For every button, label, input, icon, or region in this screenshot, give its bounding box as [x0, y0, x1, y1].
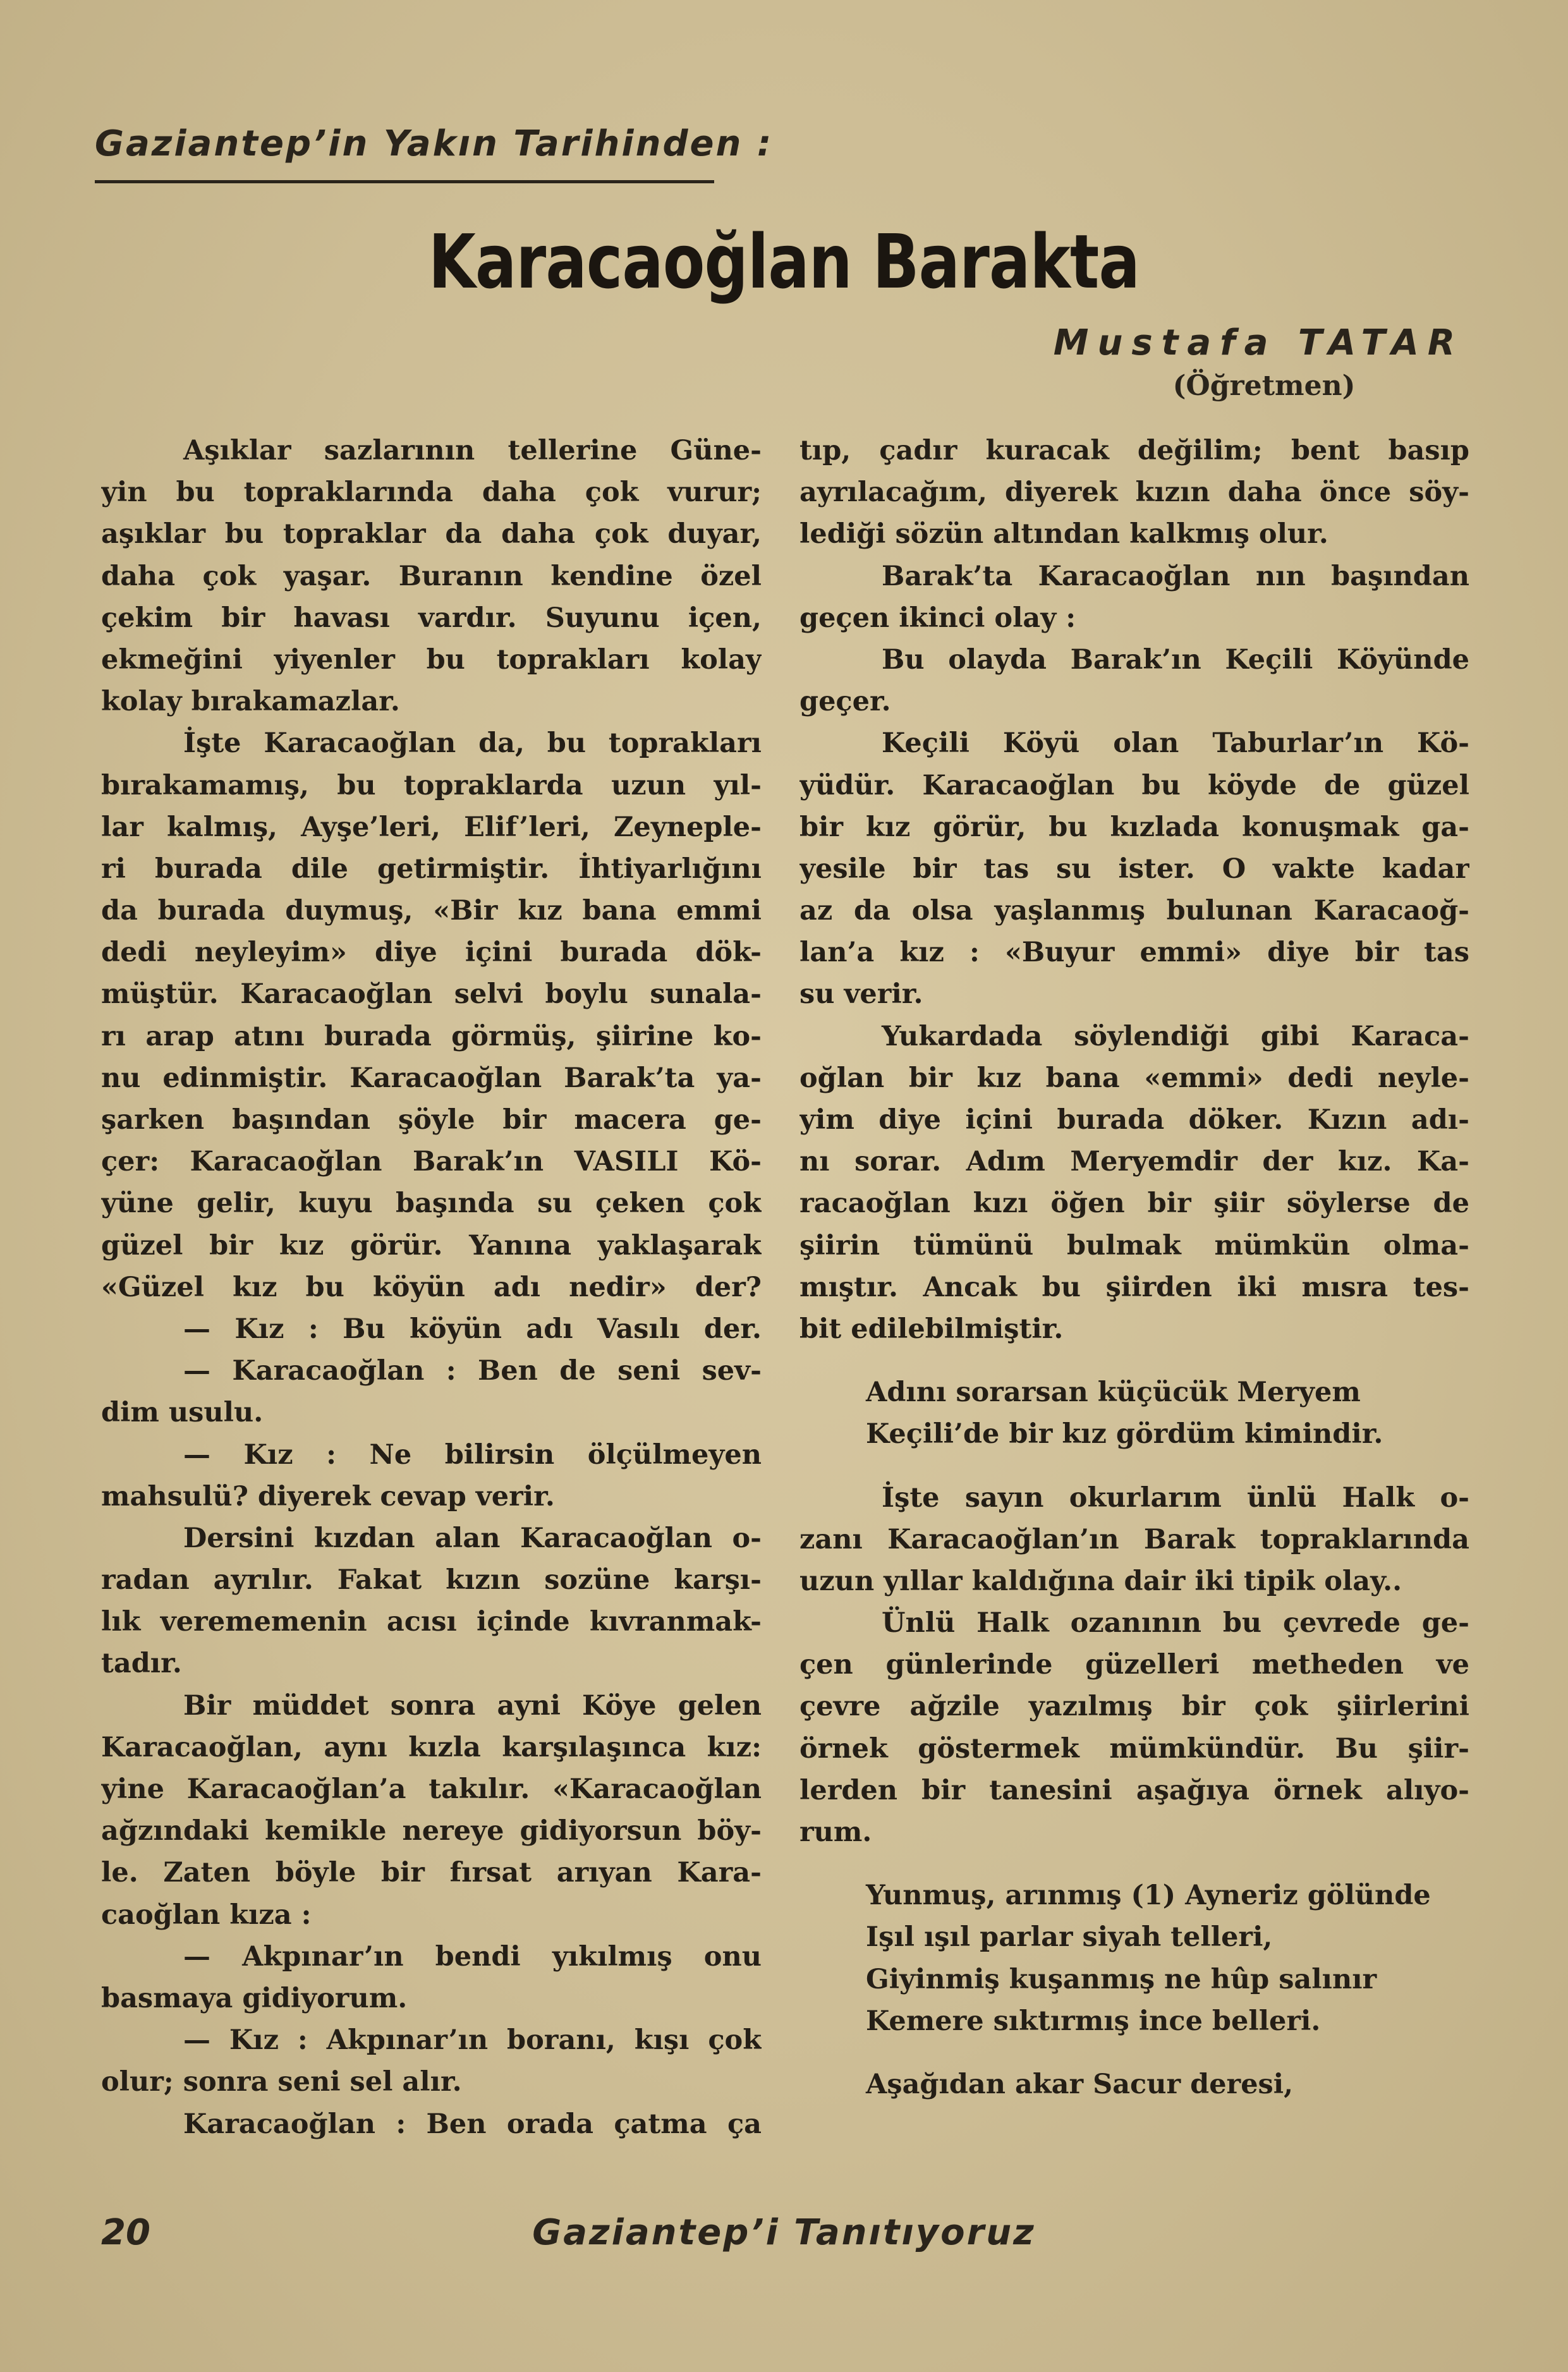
verse-line: Keçili’de bir kız gördüm kimindir.	[866, 1418, 1383, 1451]
text-line: racaoğlan kızı öğen bir şiir söylerse de	[799, 1188, 1469, 1220]
text-line: ağzındaki kemikle nereye gidiyorsun böy-	[101, 1815, 762, 1847]
author-role: (Öğretmen)	[1172, 370, 1356, 402]
page-number: 20	[101, 2212, 150, 2253]
text-line: çevre ağzile yazılmış bir çok şiirlerini	[799, 1691, 1469, 1723]
text-line: zanı Karacaoğlan’ın Barak topraklarında	[799, 1523, 1469, 1555]
text-line: lerden bir tanesini aşağıya örnek alıyo-	[799, 1774, 1469, 1806]
text-line: lediği sözün altından kalkmış olur.	[799, 518, 1328, 550]
text-line: tıp, çadır kuracak değilim; bent basıp	[799, 435, 1469, 466]
right-text-column	[799, 430, 1469, 2105]
text-line: uzun yıllar kaldığına dair iki tipik olay..	[799, 1565, 1402, 1597]
text-line: bırakamamış, bu topraklarda uzun yıl-	[101, 769, 762, 801]
text-line: mıştır. Ancak bu şiirden iki mısra tes-	[799, 1271, 1469, 1303]
text-line: — Kız : Ne bilirsin ölçülmeyen	[183, 1438, 762, 1471]
text-line: yim diye içini burada döker. Kızın adı-	[799, 1104, 1469, 1136]
text-line: Aşıklar sazlarının tellerine Güne-	[183, 435, 762, 466]
left-text-column	[101, 430, 762, 2145]
text-line: lan’a kız : «Buyur emmi» diye bir tas	[799, 937, 1469, 969]
text-line: bir kız görür, bu kızlada konuşmak ga-	[799, 811, 1469, 843]
text-line: rum.	[799, 1816, 872, 1848]
text-line: yesile bir tas su ister. O vakte kadar	[799, 853, 1469, 885]
text-line: ri burada dile getirmiştir. İhtiyarlığını	[101, 853, 762, 885]
text-line: mahsulü? diyerek cevap verir.	[101, 1480, 555, 1512]
text-line: Karacaoğlan : Ben orada çatma ça	[183, 2108, 762, 2140]
text-line: yin bu topraklarında daha çok vurur;	[101, 477, 762, 509]
text-line: nu edinmiştir. Karacaoğlan Barak’ta ya-	[101, 1062, 762, 1094]
author-name: Mustafa TATAR	[1053, 322, 1464, 363]
text-line: yine Karacaoğlan’a takılır. «Karacaoğlan	[101, 1773, 762, 1805]
text-line: Keçili Köyü olan Taburlar’ın Kö-	[882, 727, 1469, 760]
text-line: şiirin tümünü bulmak mümkün olma-	[799, 1229, 1469, 1262]
text-line: Bir müddet sonra ayni Köye gelen	[183, 1689, 762, 1722]
verse-line: Giyinmiş kuşanmış ne hûp salınır	[866, 1963, 1377, 1995]
verse-line: Işıl ışıl parlar siyah telleri,	[866, 1921, 1273, 1954]
text-line: basmaya gidiyorum.	[101, 1982, 408, 2014]
text-line: «Güzel kız bu köyün adı nedir» der?	[101, 1271, 762, 1303]
stanza-gap	[799, 1853, 1469, 1875]
text-line: güzel bir kız görür. Yanına yaklaşarak	[101, 1229, 762, 1262]
text-line: olur; sonra seni sel alır.	[101, 2066, 462, 2098]
text-line: — Karacaoğlan : Ben de seni sev-	[183, 1355, 762, 1387]
text-line: oğlan bir kız bana «emmi» dedi neyle-	[799, 1062, 1469, 1094]
text-line: çer: Karacaoğlan Barak’ın VASILI Kö-	[101, 1146, 762, 1178]
text-line: Ünlü Halk ozanının bu çevrede ge-	[882, 1607, 1469, 1639]
verse-line: Adını sorarsan küçücük Meryem	[866, 1377, 1361, 1409]
text-line: — Kız : Akpınar’ın boranı, kışı çok	[183, 2024, 762, 2057]
text-line: müştür. Karacaoğlan selvi boylu sunala-	[101, 978, 762, 1011]
text-line: caoğlan kıza :	[101, 1899, 312, 1931]
text-line: daha çok yaşar. Buranın kendine özel	[101, 560, 762, 592]
verse-line: Yunmuş, arınmış (1) Ayneriz gölünde	[866, 1880, 1431, 1912]
text-line: çekim bir havası vardır. Suyunu içen,	[101, 602, 762, 634]
text-line: az da olsa yaşlanmış bulunan Karacaoğ-	[799, 895, 1469, 927]
magazine-name: Gaziantep’i Tanıtıyoruz	[532, 2212, 1036, 2253]
article-title: Karacaoğlan Barakta	[428, 218, 1140, 305]
text-line: Yukardada söylendiği gibi Karaca-	[882, 1020, 1469, 1052]
text-line: da burada duymuş, «Bir kız bana emmi	[101, 895, 762, 927]
text-line: ekmeğini yiyenler bu toprakları kolay	[101, 643, 762, 676]
text-line: radan ayrılır. Fakat kızın sozüne karşı-	[101, 1564, 762, 1597]
text-line: lar kalmış, Ayşe’leri, Elif’leri, Zeyneple-	[101, 811, 762, 843]
text-line: İşte Karacaoğlan da, bu toprakları	[183, 727, 762, 760]
text-line: geçer.	[799, 686, 891, 718]
stanza-gap	[799, 1456, 1469, 1477]
text-line: Dersini kızdan alan Karacaoğlan o-	[183, 1522, 762, 1554]
text-line: yüdür. Karacaoğlan bu köyde de güzel	[799, 769, 1469, 801]
series-title-underline	[95, 180, 714, 183]
text-line: Bu olayda Barak’ın Keçili Köyünde	[882, 643, 1469, 676]
text-line: — Akpınar’ın bendi yıkılmış onu	[183, 1940, 762, 1973]
text-line: yüne gelir, kuyu başında su çeken çok	[101, 1188, 762, 1220]
verse-line: Aşağıdan akar Sacur deresi,	[866, 2068, 1294, 2100]
text-line: dedi neyleyim» diye içini burada dök-	[101, 937, 762, 969]
stanza-gap	[799, 2042, 1469, 2064]
text-line: — Kız : Bu köyün adı Vasılı der.	[183, 1313, 762, 1345]
text-line: nı sorar. Adım Meryemdir der kız. Ka-	[799, 1146, 1469, 1178]
text-line: aşıklar bu topraklar da daha çok duyar,	[101, 518, 762, 550]
text-line: dim usulu.	[101, 1397, 264, 1429]
text-line: kolay bırakamazlar.	[101, 686, 400, 718]
series-title: Gaziantep’in Yakın Tarihinden :	[95, 123, 774, 164]
text-line: su verir.	[799, 978, 923, 1011]
text-line: şarken başından şöyle bir macera ge-	[101, 1104, 762, 1136]
text-line: le. Zaten böyle bir fırsat arıyan Kara-	[101, 1857, 762, 1889]
text-line: geçen ikinci olay :	[799, 602, 1076, 634]
text-line: bit edilebilmiştir.	[799, 1313, 1064, 1345]
text-line: lık verememenin acısı içinde kıvranmak-	[101, 1606, 762, 1638]
text-line: Karacaoğlan, aynı kızla karşılaşınca kız:	[101, 1731, 762, 1763]
stanza-gap	[799, 1350, 1469, 1372]
verse-line: Kemere sıktırmış ince belleri.	[866, 2005, 1321, 2037]
text-line: örnek göstermek mümkündür. Bu şiir-	[799, 1732, 1469, 1765]
text-line: İşte sayın okurlarım ünlü Halk o-	[882, 1481, 1469, 1514]
text-line: rı arap atını burada görmüş, şiirine ko-	[101, 1020, 762, 1052]
text-line: tadır.	[101, 1648, 182, 1680]
text-line: çen günlerinde güzelleri metheden ve	[799, 1649, 1469, 1681]
text-line: ayrılacağım, diyerek kızın daha önce söy-	[799, 477, 1469, 509]
text-line: Barak’ta Karacaoğlan nın başından	[882, 560, 1469, 592]
